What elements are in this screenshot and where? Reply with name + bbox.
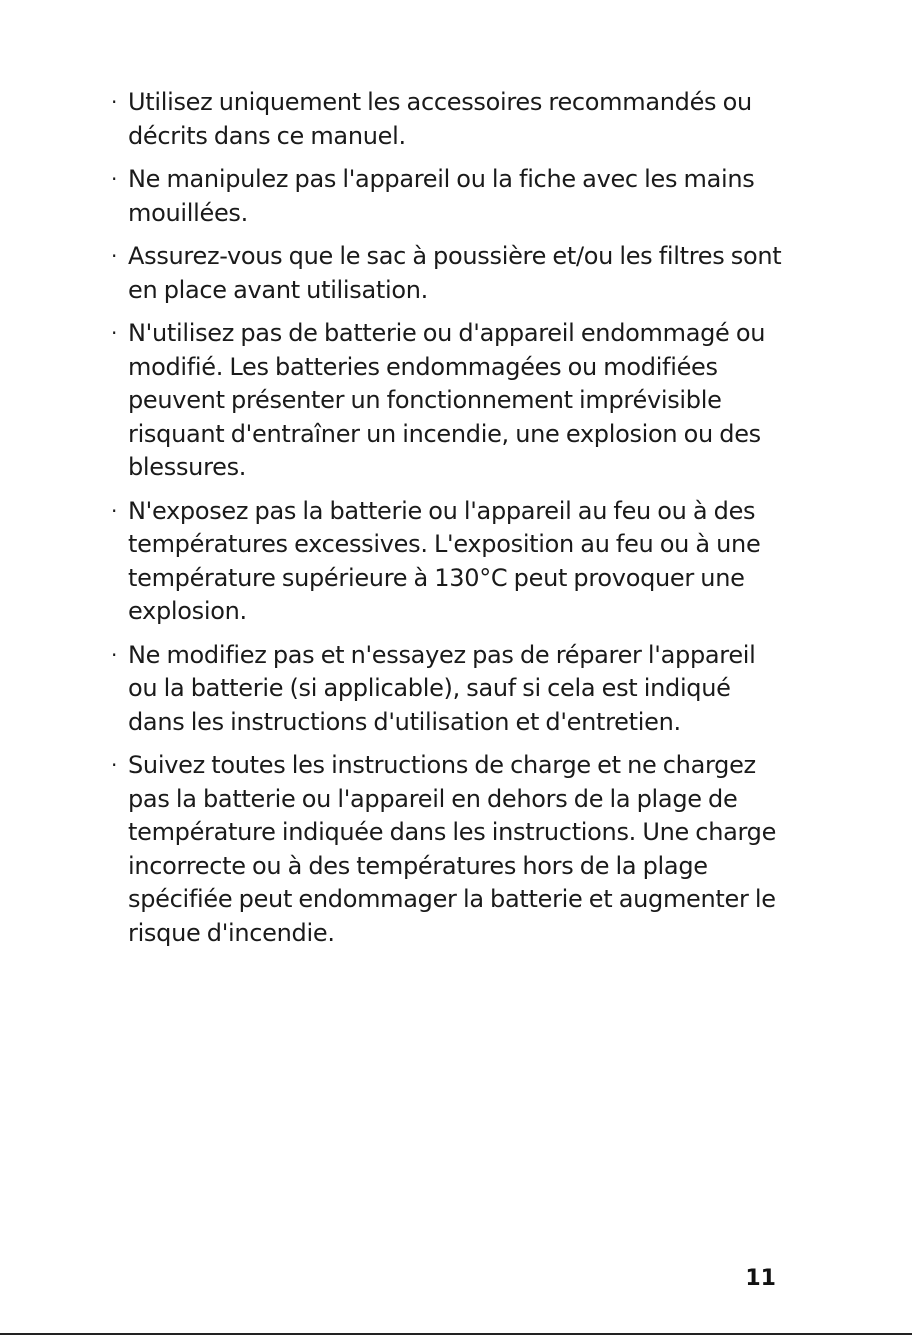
list-item [111, 240, 791, 307]
bullet-marker: · [111, 90, 118, 114]
list-item [111, 749, 791, 950]
list-item-text: N'exposez pas la batterie ou l'appareil au feu ou à des températures excessives. L'exposition au feu ou à une température supérieure à 130°C peut provoquer une explosion. [128, 496, 761, 625]
bullet-marker: · [111, 167, 118, 191]
list-item [111, 163, 791, 230]
list-item-text: Assurez-vous que le sac à poussière et/ou les filtres sont en place avant utilisation. [128, 242, 782, 304]
list-item [111, 86, 791, 153]
bullet-marker: · [111, 753, 118, 777]
list-item-text: Suivez toutes les instructions de charge et ne chargez pas la batterie ou l'appareil en dehors de la plage de température indiquée dans les instructions. Une charge incorrecte ou à des températures hors de la plage spécifiée peut endommager la batterie et augmenter le risque d'incendie. [128, 751, 777, 947]
list-item-text: N'utilisez pas de batterie ou d'appareil endommagé ou modifié. Les batteries endommagées ou modifiées peuvent présenter un fonctionnement imprévisible risquant d'entraîner un incendie, une explosion ou des blessures. [128, 319, 766, 481]
list-item-text: Ne manipulez pas l'appareil ou la fiche avec les mains mouillées. [128, 165, 755, 227]
list-item [111, 317, 791, 485]
page-number: 11 [745, 1266, 776, 1291]
safety-instructions-list [111, 86, 791, 960]
bullet-marker: · [111, 642, 118, 667]
list-item [111, 495, 791, 629]
list-item [111, 639, 791, 740]
list-item-text: Ne modifiez pas et n'essayez pas de réparer l'appareil ou la batterie (si applicable), sauf si cela est indiqué dans les instructions d'utilisation et d'entretien. [128, 640, 756, 736]
bullet-marker: · [111, 498, 118, 523]
bullet-marker: · [111, 244, 118, 268]
bottom-divider [0, 1333, 912, 1335]
list-item-text: Utilisez uniquement les accessoires recommandés ou décrits dans ce manuel. [128, 88, 752, 150]
bullet-marker: · [111, 321, 118, 345]
